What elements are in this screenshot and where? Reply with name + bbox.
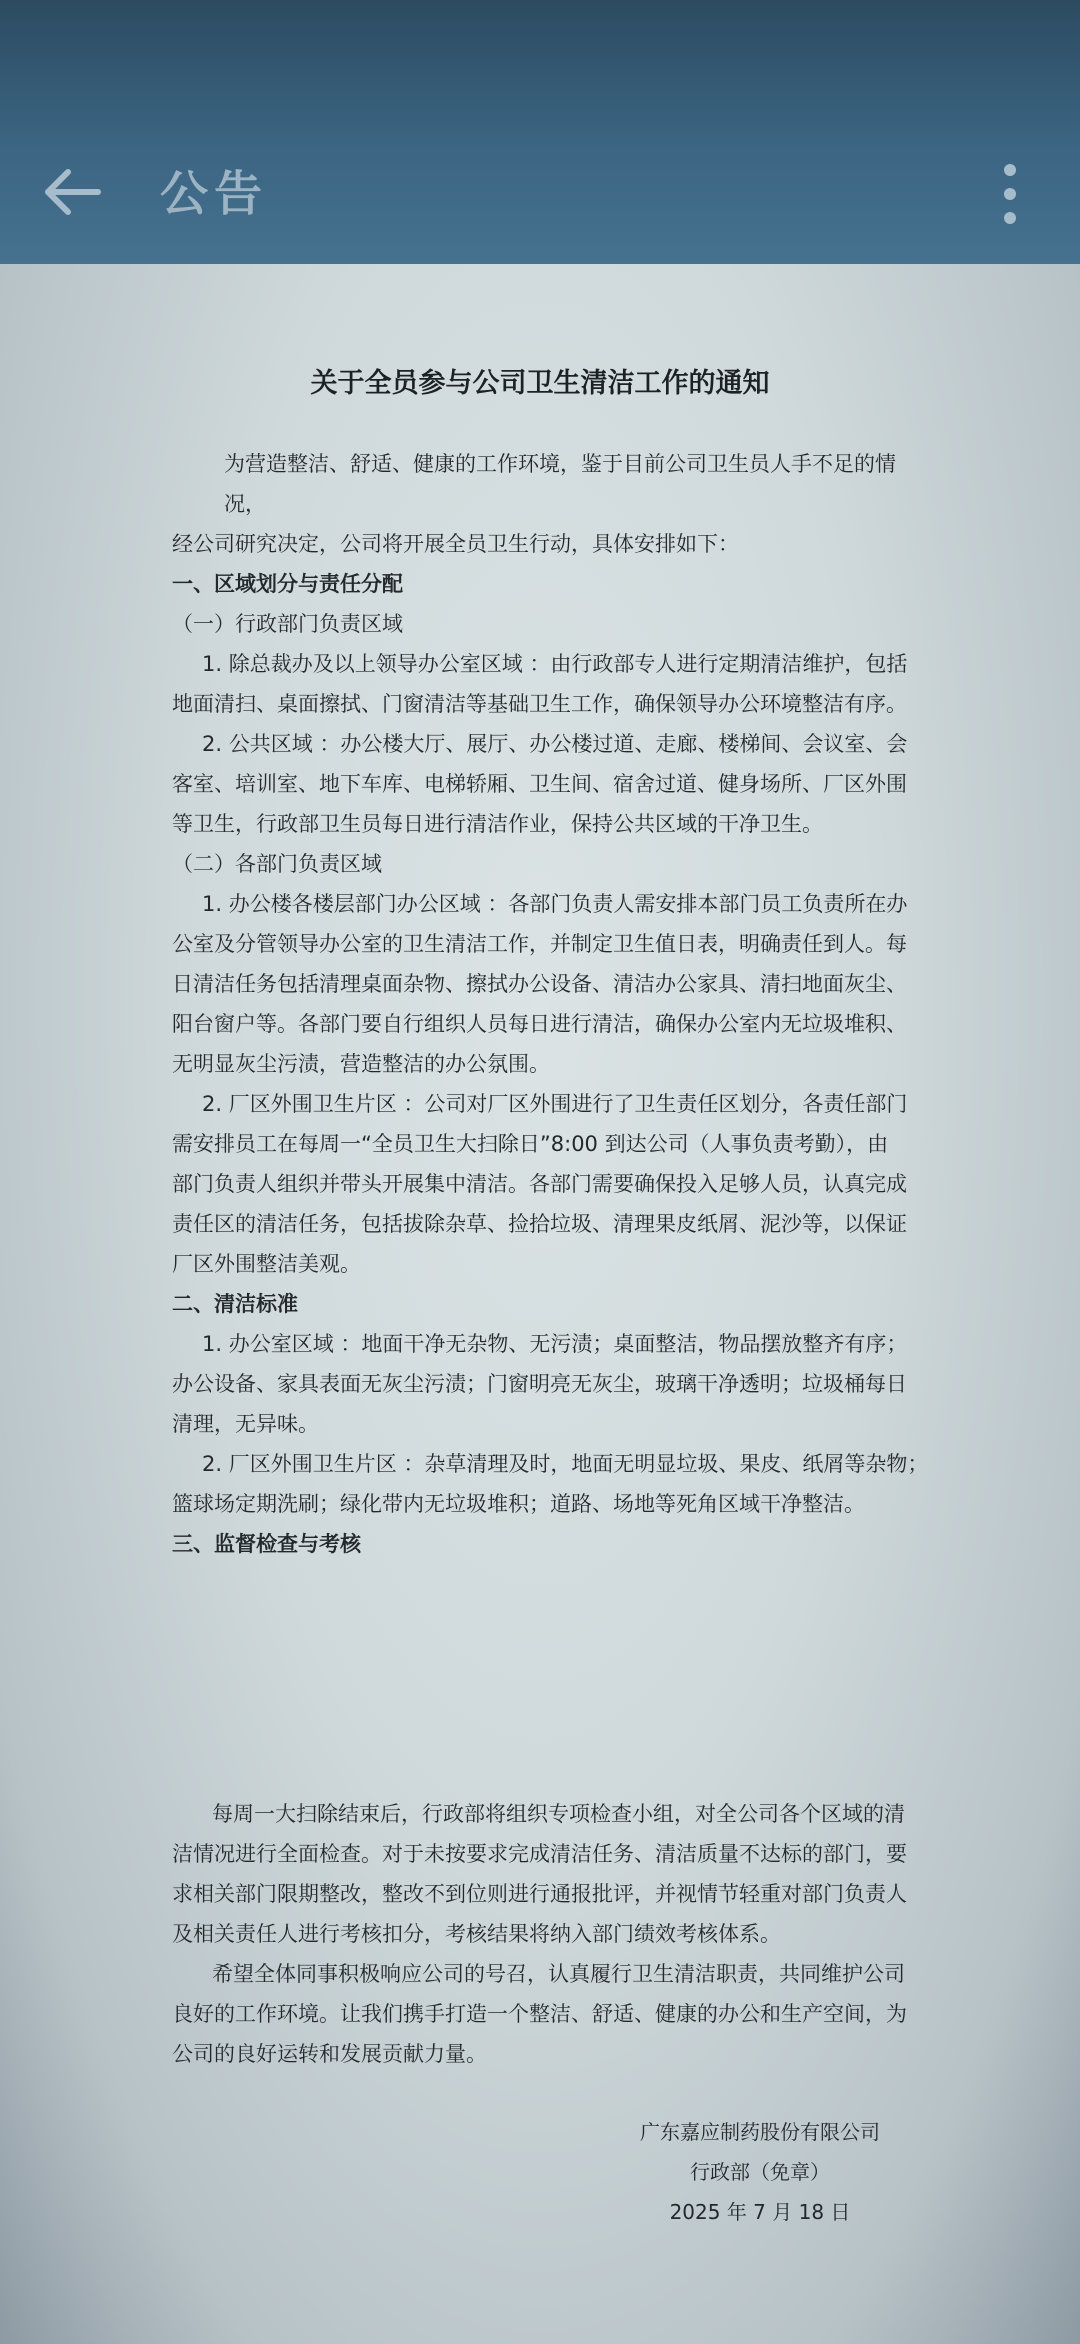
supervision-line: 求相关部门限期整改，整改不到位则进行通报批评，并视情节轻重对部门负责人 [172, 1882, 907, 1906]
notice-document [0, 264, 1080, 2344]
item-line: 部门负责人组织并带头开展集中清洁。各部门需要确保投入足够人员，认真完成 [172, 1172, 907, 1196]
item-line: 篮球场定期洗刷；绿化带内无垃圾堆积；道路、场地等死角区域干净整洁。 [172, 1492, 865, 1516]
item-line: 办公设备、家具表面无灰尘污渍；门窗明亮无灰尘，玻璃干净透明；垃圾桶每日 [172, 1372, 907, 1396]
back-button[interactable] [36, 160, 108, 224]
more-options-button[interactable] [990, 158, 1030, 230]
item-line: 等卫生，行政部卫生员每日进行清洁作业，保持公共区域的干净卫生。 [172, 812, 823, 836]
supervision-line: 及相关责任人进行考核扣分，考核结果将纳入部门绩效考核体系。 [172, 1922, 781, 1946]
section-heading-2: 二、清洁标准 [172, 1292, 298, 1316]
item-line: 1. 办公室区域 ：地面干净无杂物、无污渍；桌面整洁，物品摆放整齐有序； [202, 1332, 908, 1356]
supervision-line: 洁情况进行全面检查。对于未按要求完成清洁任务、清洁质量不达标的部门，要 [172, 1842, 907, 1866]
item-line: 2. 厂区外围卫生片区 ：公司对厂区外围进行了卫生责任区划分，各责任部门 [202, 1092, 908, 1116]
item-line: 厂区外围整洁美观。 [172, 1252, 361, 1276]
intro-line: 为营造整洁、舒适、健康的工作环境，鉴于目前公司卫生员人手不足的情况， [224, 452, 896, 516]
section-heading-3: 三、监督检查与考核 [172, 1532, 361, 1556]
item-line: 责任区的清洁任务，包括拔除杂草、捡拾垃圾、清理果皮纸屑、泥沙等，以保证 [172, 1212, 907, 1236]
signature-block [600, 2112, 920, 2232]
more-vertical-icon [1004, 164, 1016, 176]
item-line: 日清洁任务包括清理桌面杂物、擦拭办公设备、清洁办公家具、清扫地面灰尘、 [172, 972, 907, 996]
sub-heading-1: （一）行政部门负责区域 [172, 612, 403, 636]
signature-company: 广东嘉应制药股份有限公司 [640, 2120, 880, 2144]
arrow-left-icon [36, 160, 108, 224]
closing-line: 希望全体同事积极响应公司的号召，认真履行卫生清洁职责，共同维护公司 [212, 1962, 905, 1986]
item-line: 阳台窗户等。各部门要自行组织人员每日进行清洁，确保办公室内无垃圾堆积、 [172, 1012, 907, 1036]
notice-title: 关于全员参与公司卫生清洁工作的通知 [310, 368, 770, 399]
item-line: 2. 公共区域 ：办公楼大厅、展厅、办公楼过道、走廊、楼梯间、会议室、会 [202, 732, 908, 756]
signature-department: 行政部（免章） [690, 2160, 830, 2184]
item-line: 1. 办公楼各楼层部门办公区域 ：各部门负责人需安排本部门员工负责所在办 [202, 892, 908, 916]
intro-paragraph [172, 444, 932, 1564]
sub-heading-2: （二）各部门负责区域 [172, 852, 382, 876]
more-vertical-icon-dot [1004, 212, 1016, 224]
section-heading-1: 一、区域划分与责任分配 [172, 572, 403, 596]
item-line: 无明显灰尘污渍，营造整洁的办公氛围。 [172, 1052, 550, 1076]
app-header [0, 0, 1080, 264]
item-line: 2. 厂区外围卫生片区 ：杂草清理及时，地面无明显垃圾、果皮、纸屑等杂物； [202, 1452, 929, 1476]
page-title: 公告 [160, 166, 269, 222]
item-line: 地面清扫、桌面擦拭、门窗清洁等基础卫生工作，确保领导办公环境整洁有序。 [172, 692, 907, 716]
intro-line: 经公司研究决定，公司将开展全员卫生行动，具体安排如下： [172, 532, 739, 556]
item-line: 客室、培训室、地下车库、电梯轿厢、卫生间、宿舍过道、健身场所、厂区外围 [172, 772, 907, 796]
notice-image [0, 264, 1080, 2344]
signature-date: 2025 年 7 月 18 日 [669, 2200, 851, 2224]
supervision-line: 每周一大扫除结束后，行政部将组织专项检查小组，对全公司各个区域的清 [212, 1802, 905, 1826]
item-line: 需安排员工在每周一“全员卫生大扫除日”8:00 到达公司（人事负责考勤），由 [172, 1132, 889, 1156]
more-vertical-icon-dot [1004, 188, 1016, 200]
closing-line: 公司的良好运转和发展贡献力量。 [172, 2042, 487, 2066]
supervision-paragraph [172, 1794, 932, 2074]
closing-line: 良好的工作环境。让我们携手打造一个整洁、舒适、健康的办公和生产空间，为 [172, 2002, 907, 2026]
item-line: 公室及分管领导办公室的卫生清洁工作，并制定卫生值日表，明确责任到人。每 [172, 932, 907, 956]
item-line: 清理，无异味。 [172, 1412, 319, 1436]
item-line: 1. 除总裁办及以上领导办公室区域 ：由行政部专人进行定期清洁维护，包括 [202, 652, 908, 676]
